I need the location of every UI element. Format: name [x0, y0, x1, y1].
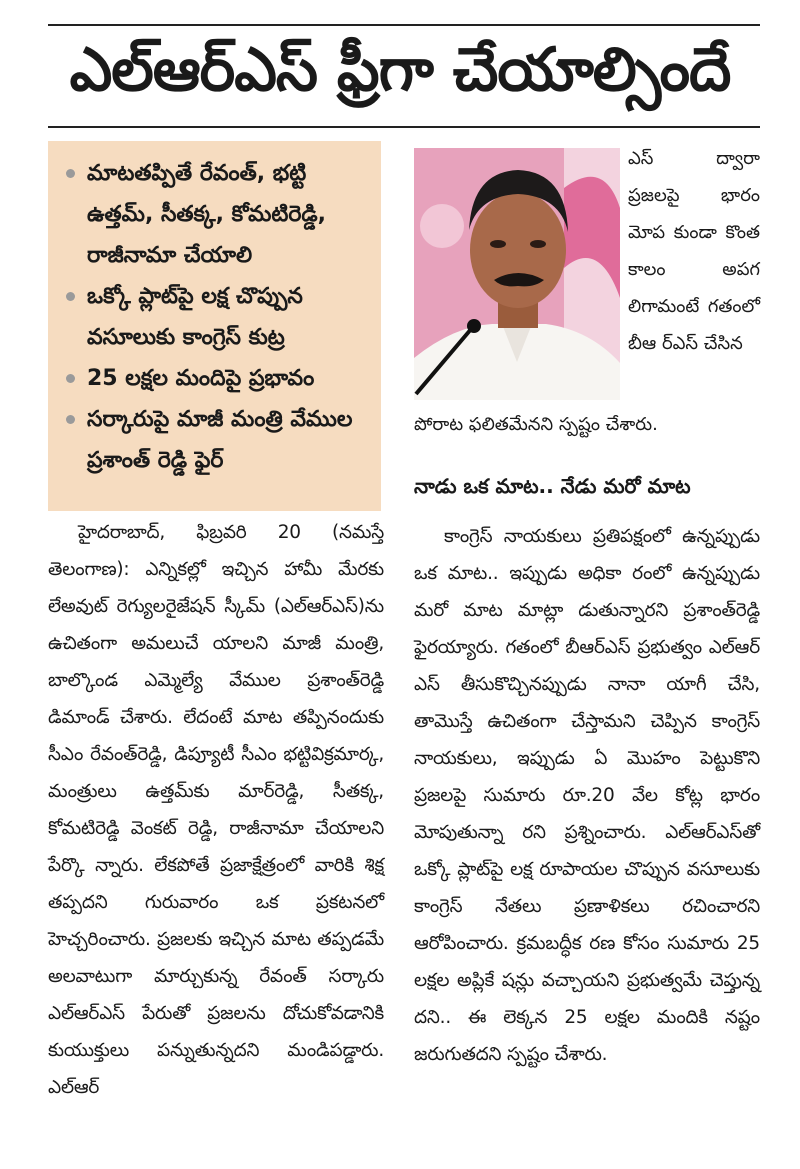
headline-top-rule [48, 24, 760, 26]
highlight-item [66, 358, 371, 399]
highlight-text: ఒక్కో ప్లాట్‌పై లక్ష చొప్పున వసూలుకు కాంగ్రెస్‌ కుట్ర [87, 284, 303, 350]
bullet-dot-icon [66, 415, 75, 424]
highlight-text: మాటతప్పితే రేవంత్‌, భట్టి ఉత్తమ్‌, సీతక్క, కోమటిరెడ్డి, రాజీనామా చేయాలి [87, 161, 327, 268]
wrap-paragraph: ఎస్‌ ద్వారా ప్రజలపై భారం మోప కుండా కొంత కాలం అపగ లిగామంటే గతంలో బీఆ ర్‌ఎస్‌ చేసిన [628, 148, 760, 354]
wrap-around-text [628, 140, 760, 362]
bullet-dot-icon [66, 374, 75, 383]
highlight-text: 25 లక్షల మందిపై ప్రభావం [87, 366, 315, 391]
section-subhead: నాడు ఒక మాట.. నేడు మరో మాట [414, 474, 691, 498]
headline: ఎల్‌ఆర్‌ఎస్‌ ఫ్రీగా చేయాల్సిందే [69, 35, 731, 105]
highlight-item [66, 399, 371, 481]
speaker-photo [414, 148, 620, 400]
left-column-paragraph: హైదరాబాద్‌, ఫిబ్రవరి 20 (నమస్తే తెలంగాణ): ఎన్నికల్లో ఇచ్చిన హామీ మేరకు లేఅవుట్‌ రెగ్యులరైజేషన్‌ స్కీమ్‌ (ఎల్‌ఆర్‌ఎస్‌)ను ఉచితంగా అమలుచే యాలని మాజీ మంత్రి, బాల్కొండ ఎమ్మెల్యే వేముల ప్రశాంత్‌రెడ్డి డిమాండ్‌ చేశారు. లేదంటే మాట తప్పినందుకు సీఎం రేవంత్‌రెడ్డి, డిప్యూటీ సీఎం భట్టివిక్రమార్క, మంత్రులు ఉత్తమ్‌కు మార్‌రెడ్డి, సీతక్క, కోమటిరెడ్డి వెంకట్‌ రెడ్డి, రాజీనామా చేయాలని పేర్కొ న్నారు. లేకపోతే ప్రజాక్షేత్రంలో వారికి శిక్ష తప్పదని గురువారం ఒక ప్రకటనలో హెచ్చరించారు. ప్రజలకు ఇచ్చిన మాట తప్పడమే అలవాటుగా మార్చుకున్న రేవంత్‌ సర్కారు ఎల్‌ఆర్‌ఎస్‌ పేరుతో ప్రజలను దోచుకోవడానికి కుయుక్తులు పన్నుతున్నదని మండిపడ్డారు. ఎల్‌ఆర్‌ [48, 522, 384, 1098]
portrait-photo-icon [414, 148, 620, 400]
bullet-dot-icon [66, 169, 75, 178]
wrap-tail-text: పోరాట ఫలితమేనని స్పష్టం చేశారు. [414, 414, 658, 435]
highlights-box [48, 141, 381, 511]
highlight-item [66, 153, 371, 276]
left-column [48, 514, 384, 1106]
highlight-text: సర్కారుపై మాజీ మంత్రి వేముల ప్రశాంత్‌ రెడ్డి ఫైర్‌ [87, 407, 353, 473]
bullet-dot-icon [66, 292, 75, 301]
headline-bottom-rule [48, 126, 760, 128]
right-column-paragraph: కాంగ్రెస్‌ నాయకులు ప్రతిపక్షంలో ఉన్నప్పుడు ఒక మాట.. ఇప్పుడు అధికా రంలో ఉన్నప్పుడు మరో మాట మాట్లా డుతున్నారని ప్రశాంత్‌రెడ్డి ఫైరయ్యారు. గతంలో బీఆర్‌ఎస్‌ ప్రభుత్వం ఎల్‌ఆర్‌ ఎస్‌ తీసుకొచ్చినప్పుడు నానా యాగీ చేసి, తామొస్తే ఉచితంగా చేస్తామని చెప్పిన కాంగ్రెస్‌ నాయకులు, ఇప్పుడు ఏ మొహం పెట్టుకొని ప్రజలపై సుమారు రూ.20 వేల కోట్ల భారం మోపుతున్నా రని ప్రశ్నించారు. ఎల్‌ఆర్‌ఎస్‌తో ఒక్కో ప్లాట్‌పై లక్ష రూపాయల చొప్పున వసూలుకు కాంగ్రెస్‌ నేతలు ప్రణాళికలు రచించారని ఆరోపించారు. క్రమబద్ధీక రణ కోసం సుమారు 25 లక్షల అప్లికే షన్లు వచ్చాయని ప్రభుత్వమే చెప్తున్న దని.. ఈ లెక్కన 25 లక్షల మందికి నష్టం జరుగుతదని స్పష్టం చేశారు. [414, 526, 760, 1065]
highlight-item [66, 276, 371, 358]
right-column [414, 518, 760, 1073]
